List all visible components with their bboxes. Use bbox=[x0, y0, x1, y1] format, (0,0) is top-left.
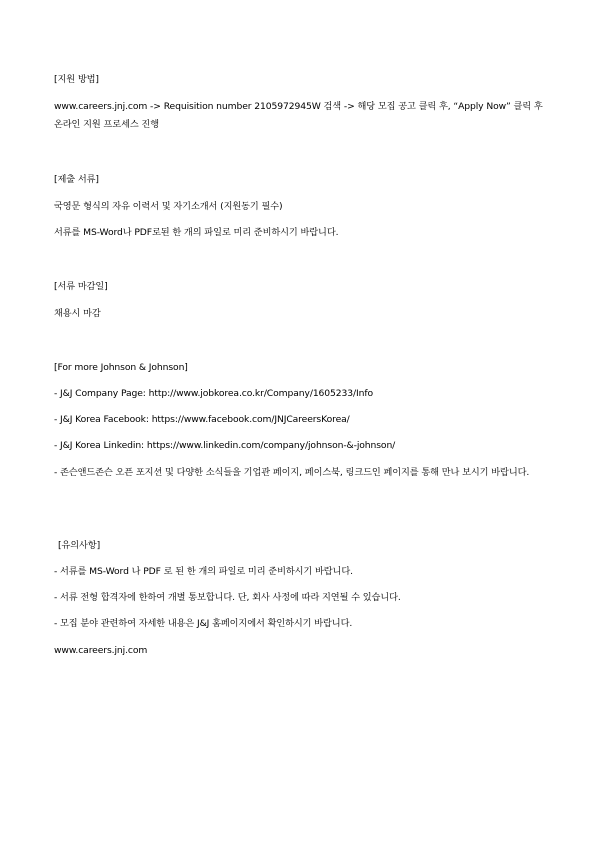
more-heading: [For more Johnson & Johnson] bbox=[54, 362, 188, 373]
notes-line-3: - 모집 분야 관련하여 자세한 내용은 J&J 홈페이지에서 확인하시기 바랍니다. bbox=[54, 618, 353, 629]
notes-line-1: - 서류를 MS-Word 나 PDF 로 된 한 개의 파일로 미리 준비하시기 바랍니다. bbox=[54, 566, 353, 577]
notes-heading: [유의사항] bbox=[58, 540, 101, 551]
apply-instructions: www.careers.jnj.com -> Requisition number 2105972945W 검색 -> 해당 모집 공고 클릭 후, “Apply Now” 클릭 후 온라인 지원 프로세스 진행 bbox=[54, 101, 543, 130]
apply-heading: [지원 방법] bbox=[54, 74, 99, 85]
documents-heading: [제출 서류] bbox=[54, 174, 99, 185]
deadline-text: 채용시 마감 bbox=[54, 308, 101, 319]
documents-line-2: 서류를 MS-Word나 PDF로된 한 개의 파일로 미리 준비하시기 바랍니다. bbox=[54, 227, 339, 238]
more-info-text: - 존슨앤드존슨 오픈 포지션 및 다양한 소식들을 기업관 페이지, 페이스북, 링크드인 페이지를 통해 만나 보시기 바랍니다. bbox=[54, 467, 530, 478]
facebook-link: - J&J Korea Facebook: https://www.facebook.com/JNJCareersKorea/ bbox=[54, 414, 350, 425]
linkedin-link: - J&J Korea Linkedin: https://www.linkedin.com/company/johnson-&-johnson/ bbox=[54, 440, 396, 451]
deadline-heading: [서류 마감일] bbox=[54, 281, 108, 292]
notes-line-2: - 서류 전형 합격자에 한하여 개별 통보합니다. 단, 회사 사정에 따라 지연될 수 있습니다. bbox=[54, 592, 401, 603]
documents-line-1: 국영문 형식의 자유 이력서 및 자기소개서 (지원동기 필수) bbox=[54, 201, 283, 212]
company-page-link: - J&J Company Page: http://www.jobkorea.co.kr/Company/1605233/Info bbox=[54, 388, 374, 399]
careers-url: www.careers.jnj.com bbox=[54, 645, 148, 656]
